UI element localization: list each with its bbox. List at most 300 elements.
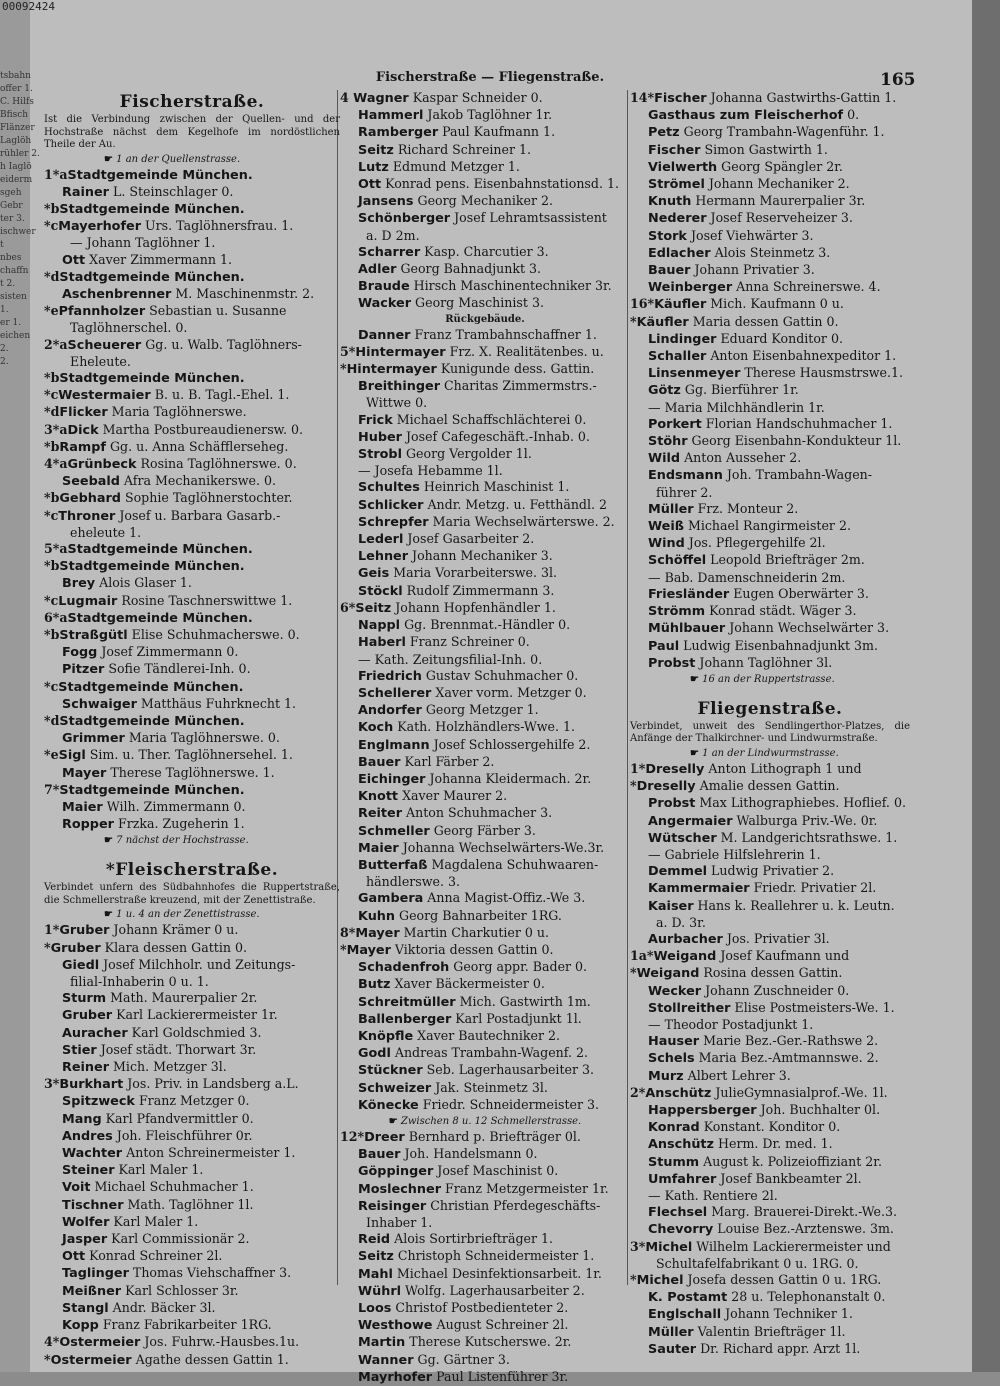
resident-details: M. Landgerichtsrathswe. 1. [716, 829, 898, 845]
resident-details: Mich. Metzger 3l. [109, 1059, 227, 1075]
resident-details: Dr. Richard appr. Arzt 1l. [696, 1340, 861, 1356]
resident-details: Alois Glaser 1. [95, 575, 192, 591]
directory-entry [630, 1119, 910, 1136]
resident-name: Dreer [364, 1129, 405, 1145]
directory-entry [44, 1283, 340, 1300]
resident-details: Xaver Bäckermeister 0. [390, 976, 545, 992]
resident-name: Scheuerer [67, 337, 142, 353]
directory-entry [340, 361, 630, 378]
resident-name: Hintermayer [355, 344, 446, 360]
resident-details: Josef Gasarbeiter 2. [403, 531, 535, 547]
directory-entry [340, 925, 630, 942]
directory-entry [340, 788, 630, 805]
resident-name: Stadtgemeinde München. [59, 714, 245, 729]
entry-continuation: eheleute 1. [70, 524, 142, 540]
corner-marker [44, 152, 340, 167]
directory-entry [630, 467, 910, 484]
resident-details: Franz Trambahnschaffner 1. [410, 326, 597, 342]
directory-entry [340, 857, 630, 874]
resident-name: Michel [645, 1239, 693, 1255]
resident-details: Jos. Pflegergehilfe 2l. [684, 535, 826, 551]
resident-name: Tischner [62, 1197, 124, 1213]
directory-entry [340, 1283, 630, 1300]
resident-name: Bauer [358, 1147, 401, 1163]
directory-entry [630, 124, 910, 141]
resident-details: Rosine Taschnerswittwe 1. [117, 592, 293, 608]
house-number: *d [44, 404, 60, 420]
resident-details: Gg. Brennmat.-Händler 0. [400, 617, 571, 633]
house-number: 5*a [44, 540, 68, 556]
resident-name: Pitzer [62, 662, 105, 678]
resident-details: Andr. Bäcker 3l. [108, 1299, 216, 1315]
resident-name: Ott [62, 1249, 86, 1265]
resident-name: Schreitmüller [358, 994, 456, 1010]
resident-details: Alois Steinmetz 3. [710, 244, 831, 260]
directory-entry [44, 1042, 340, 1059]
resident-details: Marie Bez.-Ger.-Rathswe 2. [699, 1033, 879, 1049]
resident-details: Heinrich Maschinist 1. [419, 479, 570, 495]
directory-entry [44, 490, 340, 507]
directory-entry [340, 244, 630, 261]
resident-name: Stöckl [358, 583, 403, 599]
entry-continuation: — Johann Taglöhner 1. [70, 235, 216, 251]
house-number: 12* [340, 1128, 365, 1144]
directory-entry [630, 382, 910, 399]
resident-name: Murz [648, 1068, 684, 1084]
resident-name: Happersberger [648, 1102, 757, 1118]
entry-continuation: führer 2. [656, 484, 713, 500]
directory-entry [340, 840, 630, 857]
street-description: Ist die Verbindung zwischen der Quellen- und der Hochstraße nächst dem Kegelhofe im nordöstlichen Theile der Au. [44, 114, 340, 150]
directory-entry [44, 1128, 340, 1145]
resident-name: Mang [62, 1111, 102, 1127]
resident-name: Adler [358, 262, 397, 278]
resident-name: Dreselly [645, 761, 705, 777]
resident-details: Josef u. Barbara Gasarb.- [115, 507, 281, 523]
resident-name: Anschütz [648, 1137, 715, 1153]
resident-name: Mühlbauer [648, 621, 726, 637]
resident-details: Karl Lackierermeister 1r. [112, 1007, 278, 1023]
directory-entry [44, 1007, 340, 1024]
resident-details: Maria Vorarbeiterswe. 3l. [389, 565, 558, 581]
resident-name: Haberl [358, 635, 406, 651]
resident-name: Frick [358, 412, 393, 428]
resident-name: Ramberger [358, 125, 439, 141]
resident-details: Georg Trambahn-Wagenführ. 1. [679, 124, 885, 140]
entry-continuation: filial-Inhaberin 0 u. 1. [70, 974, 209, 990]
resident-details: Therese Hausmstrswe.1. [740, 365, 904, 381]
directory-entry [630, 830, 910, 847]
pointing-hand-icon: ☛ [104, 909, 113, 921]
resident-details: Konrad Schreiner 2l. [85, 1248, 223, 1264]
resident-details: Simon Gastwirth 1. [700, 141, 828, 157]
directory-entry [44, 1076, 340, 1093]
resident-details: Anna Schreinerswe. 4. [732, 279, 881, 295]
directory-entry [340, 295, 630, 312]
resident-details: Georg Vergolder 1l. [401, 446, 532, 462]
resident-name: Gruber [50, 940, 101, 956]
directory-entry [44, 1162, 340, 1179]
resident-details: Johann Krämer 0 u. [109, 922, 239, 938]
resident-name: Schadenfroh [358, 960, 450, 976]
corner-marker [44, 907, 340, 922]
directory-entry [340, 446, 630, 463]
directory-entry [630, 279, 910, 296]
directory-entry [630, 90, 910, 107]
house-number: 14* [630, 90, 655, 105]
resident-details: Gg. Gärtner 3. [413, 1351, 510, 1367]
directory-entry [44, 940, 340, 957]
resident-name: Mayrhofer [358, 1369, 433, 1385]
house-number: * [630, 778, 637, 794]
directory-entry [44, 1179, 340, 1196]
directory-entry [44, 201, 340, 218]
directory-entry [340, 976, 630, 993]
resident-name: Ostermeier [50, 1352, 132, 1368]
resident-details: JulieGymnasialprof.-We. 1l. [711, 1084, 888, 1100]
directory-entry [44, 252, 340, 269]
directory-entry [340, 193, 630, 210]
resident-name: Käufler [654, 297, 707, 313]
directory-entry [340, 497, 630, 514]
resident-details: Gg. u. Anna Schäfflerseheg. [105, 438, 289, 454]
resident-name: Porkert [648, 416, 702, 432]
resident-name: Taglinger [62, 1266, 129, 1282]
resident-details: Xaver vorm. Metzger 0. [431, 684, 587, 700]
resident-details: Kasp. Charcutier 3. [420, 243, 549, 259]
resident-name: Probst [648, 796, 696, 812]
directory-entry [340, 278, 630, 295]
resident-details: Joh. Trambahn-Wagen- [722, 467, 873, 483]
house-number: *b [44, 558, 60, 574]
resident-name: Maier [358, 840, 399, 856]
resident-name: Endsmann [648, 468, 723, 484]
directory-entry [340, 994, 630, 1011]
resident-details: August k. Polizeioffiziant 2r. [699, 1153, 882, 1169]
resident-name: Vielwerth [648, 159, 718, 175]
directory-entry [44, 627, 340, 644]
resident-name: Wanner [358, 1352, 414, 1368]
resident-details: August Schreiner 2l. [432, 1317, 569, 1333]
directory-entry [44, 1145, 340, 1162]
directory-entry [630, 535, 910, 552]
resident-name: Flicker [59, 405, 108, 421]
resident-details: Christoph Schneidermeister 1. [393, 1248, 595, 1264]
resident-details: Therese Kutscherswe. 2r. [405, 1334, 572, 1350]
resident-details: Josef Bankbeamter 2l. [716, 1170, 862, 1186]
directory-entry [340, 1369, 630, 1386]
resident-details: Math. Maurerpalier 2r. [106, 990, 258, 1006]
directory-entry [340, 1317, 630, 1334]
house-number: 7* [44, 781, 60, 797]
resident-name: Giedl [62, 957, 100, 973]
directory-entry [630, 142, 910, 159]
resident-name: Kammermaier [648, 881, 750, 897]
resident-name: Ropper [62, 817, 114, 833]
resident-name: Knuth [648, 194, 692, 210]
directory-entry [630, 1306, 910, 1323]
resident-details: Georg Spängler 2r. [717, 158, 843, 174]
directory-entry [630, 1085, 910, 1102]
resident-details: Josef Kaufmann und [716, 948, 850, 964]
directory-entry [630, 365, 910, 382]
entry-continuation: — Bab. Damenschneiderin 2m. [648, 569, 846, 585]
resident-name: Lutz [358, 159, 389, 175]
resident-name: Stadtgemeinde München. [58, 679, 244, 695]
directory-entry [340, 1300, 630, 1317]
margin-fragment: nbes [0, 253, 22, 263]
directory-entry [44, 1111, 340, 1128]
resident-name: Loos [358, 1301, 392, 1317]
directory-entry [340, 1045, 630, 1062]
street-description: Verbindet, unweit des Sendlingerthor-Platzes, die Anfänge der Thalkirchner- und Lindwurmstraße. [630, 720, 910, 745]
column-3 [630, 90, 910, 1358]
resident-name: Butterfaß [358, 857, 428, 873]
entry-continuation: — Theodor Postadjunkt 1. [648, 1016, 814, 1032]
resident-details: Sofie Tändlerei-Inh. 0. [104, 661, 251, 677]
directory-entry [340, 617, 630, 634]
resident-details: Michael Schuhmacher 1. [90, 1179, 254, 1195]
resident-details: Andreas Trambahn-Wagenf. 2. [390, 1045, 589, 1061]
directory-entry [630, 1341, 910, 1358]
directory-entry [340, 1080, 630, 1097]
directory-entry [340, 479, 630, 496]
resident-details: Viktoria dessen Gattin 0. [390, 941, 554, 957]
resident-name: Friesländer [648, 586, 730, 602]
resident-name: Schönberger [358, 211, 451, 227]
scan-id: 00092424 [2, 0, 55, 13]
resident-name: Meißner [62, 1283, 122, 1299]
pointing-hand-icon: ☛ [104, 835, 113, 847]
directory-entry [340, 378, 630, 395]
directory-entry [44, 661, 340, 678]
resident-details: Franz Metzger 0. [134, 1093, 250, 1109]
resident-details: Christof Postbedienteter 2. [391, 1300, 569, 1316]
street-description: Verbindet unfern des Südbahnhofes die Ruppertstraße, die Schmellerstraße kreuzend, mit der Zenettistraße. [44, 882, 340, 906]
resident-details: Georg Färber 3. [429, 822, 536, 838]
resident-details: Jos. Fuhrw.-Hausbes.1u. [140, 1334, 300, 1350]
directory-entry [630, 501, 910, 518]
entry-continuation: Schultafelfabrikant 0 u. 1RG. 0. [656, 1255, 859, 1271]
directory-entry [630, 1171, 910, 1188]
margin-fragment: 2. [0, 344, 9, 354]
resident-details: Wilh. Zimmermann 0. [102, 799, 246, 815]
entry-continuation: Wittwe 0. [366, 395, 428, 411]
directory-entry [630, 931, 910, 948]
house-number: *b [44, 369, 60, 385]
corner-marker-text: 1 an der Lindwurmstrasse. [702, 747, 839, 759]
resident-name: Wild [648, 451, 681, 467]
pointing-hand-icon: ☛ [104, 153, 113, 165]
resident-details: Alois Sortirbriefträger 1. [390, 1231, 554, 1247]
house-number: *d [44, 268, 60, 284]
directory-entry [44, 370, 340, 387]
resident-details: Jakob Taglöhner 1r. [423, 107, 553, 123]
resident-details: Xaver Bautechniker 2. [413, 1027, 561, 1043]
directory-entry [44, 473, 340, 490]
resident-details: Paul Kaufmann 1. [438, 124, 556, 140]
resident-name: Schlicker [358, 497, 424, 513]
resident-name: Rainer [62, 184, 109, 200]
resident-details: Afra Mechanikerswe. 0. [119, 473, 276, 489]
resident-name: Bauer [648, 263, 691, 279]
resident-details: Michael Rangirmeister 2. [683, 518, 851, 534]
directory-entry [340, 1266, 630, 1283]
house-number: 16* [630, 296, 655, 312]
resident-details: Josef Viehwärter 3. [686, 227, 814, 243]
resident-details: Amalie dessen Gattin. [695, 778, 840, 794]
directory-entry [44, 1352, 340, 1369]
resident-name: Nederer [648, 211, 707, 227]
entry-continuation: — Gabriele Hilfslehrerin 1. [648, 846, 821, 862]
house-number: 4* [44, 1334, 60, 1350]
house-number: * [630, 1272, 637, 1287]
resident-details: Josef Reserveheizer 3. [706, 210, 853, 226]
corner-marker-text: 1 an der Quellenstrasse. [116, 153, 241, 165]
resident-details: Josef Cafegeschäft.-Inhab. 0. [401, 428, 590, 444]
resident-name: Mayer [355, 925, 400, 941]
house-number: *c [44, 218, 59, 234]
directory-entry [340, 823, 630, 840]
margin-fragment: rühler 2. [0, 149, 40, 159]
resident-name: Ballenberger [358, 1011, 452, 1027]
directory-entry [340, 210, 630, 227]
resident-name: Schrepfer [358, 514, 429, 530]
resident-details: Josef städt. Thorwart 3r. [96, 1041, 257, 1057]
directory-entry [44, 541, 340, 558]
resident-name: Steiner [62, 1163, 115, 1179]
resident-details: Walburga Priv.-We. 0r. [732, 812, 878, 828]
house-number: *b [44, 490, 60, 506]
directory-entry [630, 1050, 910, 1067]
resident-details: L. Steinschlager 0. [108, 183, 234, 199]
margin-fragment: ter 3. [0, 214, 25, 224]
resident-name: Brey [62, 576, 96, 592]
resident-details: Maria dessen Gattin 0. [688, 313, 839, 329]
house-number: *b [44, 200, 60, 216]
resident-name: Schultes [358, 480, 420, 496]
directory-entry [630, 638, 910, 655]
resident-name: Straßgütl [59, 627, 128, 643]
resident-details: Johann Zuschneider 0. [701, 982, 850, 998]
entry-continuation: — Maria Milchhändlerin 1r. [648, 399, 825, 415]
directory-entry [340, 327, 630, 344]
resident-name: Throner [58, 508, 116, 524]
directory-entry [340, 737, 630, 754]
directory-entry [340, 1334, 630, 1351]
resident-name: Mahl [358, 1266, 393, 1282]
house-number: 3* [44, 1076, 60, 1092]
resident-name: Stückner [358, 1063, 423, 1079]
resident-name: Stadtgemeinde München. [59, 559, 245, 575]
directory-entry [340, 908, 630, 925]
house-number: 5* [340, 343, 356, 359]
resident-name: Gasthaus zum Fleischerhof [648, 108, 844, 124]
directory-entry [340, 754, 630, 771]
directory-entry [630, 228, 910, 245]
resident-name: Weinberger [648, 280, 733, 296]
directory-entry [44, 456, 340, 473]
directory-entry [44, 1197, 340, 1214]
resident-name: Stollreither [648, 1000, 731, 1016]
directory-entry [340, 583, 630, 600]
resident-details: Louise Bez.-Arztenswe. 3m. [713, 1221, 894, 1237]
resident-details: Karl Commissionär 2. [107, 1231, 250, 1247]
resident-details: Max Lithographiebes. Hoflief. 0. [695, 795, 906, 811]
resident-details: Josef Maschinist 0. [433, 1163, 559, 1179]
resident-details: Karl Maler 1. [114, 1162, 204, 1178]
resident-name: Müller [648, 1324, 694, 1340]
resident-details: Maria Bez.-Amtmannswe. 2. [694, 1050, 879, 1066]
resident-name: Koch [358, 720, 394, 736]
resident-details: Hans k. Reallehrer u. k. Leutn. [693, 897, 895, 913]
resident-details: Math. Taglöhner 1l. [123, 1196, 254, 1212]
resident-name: Stadtgemeinde München. [67, 541, 253, 557]
resident-name: Kaiser [648, 898, 694, 914]
resident-details: Jak. Steinmetz 3l. [431, 1079, 548, 1095]
directory-entry [630, 1324, 910, 1341]
directory-entry [630, 331, 910, 348]
directory-entry [340, 1163, 630, 1180]
resident-details: Johann Wechselwärter 3. [725, 620, 890, 636]
street-title: Fliegenstraße. [697, 698, 843, 719]
resident-name: Stadtgemeinde München. [59, 782, 245, 798]
directory-entry [340, 1198, 630, 1215]
pointing-hand-icon: ☛ [388, 1115, 398, 1127]
house-number: *e [44, 747, 59, 763]
resident-details: Valentin Briefträger 1l. [693, 1323, 846, 1339]
resident-name: Göppinger [358, 1164, 434, 1180]
directory-entry [44, 957, 340, 974]
resident-name: Braude [358, 279, 410, 295]
directory-entry [44, 747, 340, 764]
resident-details: Georg Mechaniker 2. [413, 193, 553, 209]
directory-entry [340, 344, 630, 361]
directory-entry [340, 412, 630, 429]
directory-entry [630, 655, 910, 672]
margin-fragment: offer 1. [0, 84, 33, 94]
directory-entry [340, 124, 630, 141]
resident-name: Geis [358, 566, 390, 582]
resident-details: Richard Schreiner 1. [393, 141, 532, 157]
directory-entry [340, 634, 630, 651]
resident-details: Josef Zimmermann 0. [97, 644, 239, 660]
margin-fragment: t [0, 240, 4, 250]
resident-name: Petz [648, 125, 680, 141]
directory-entry [340, 514, 630, 531]
resident-name: Stangl [62, 1300, 109, 1316]
corner-marker-text: 7 nächst der Hochstrasse. [116, 835, 249, 847]
resident-details: Thomas Viehschaffner 3. [128, 1265, 292, 1281]
resident-name: Flechsel [648, 1205, 708, 1221]
directory-entry [44, 269, 340, 286]
resident-name: Huber [358, 429, 402, 445]
directory-entry [340, 565, 630, 582]
directory-entry [340, 90, 630, 107]
resident-details: Karl Maler 1. [109, 1213, 199, 1229]
resident-details: Konrad pens. Eisenbahnstationsd. 1. [381, 176, 619, 192]
resident-details: Kaspar Schneider 0. [408, 90, 543, 105]
resident-details: Maria Wechselwärterswe. 2. [428, 513, 615, 529]
resident-name: Moslechner [358, 1181, 442, 1197]
resident-name: Stadtgemeinde München. [59, 201, 245, 217]
resident-name: Sigl [58, 748, 86, 764]
resident-details: Franz Schreiner 0. [405, 634, 530, 650]
resident-name: Fischer [654, 91, 707, 106]
margin-fragment: Bfisch [0, 110, 29, 120]
house-number: 1a* [630, 948, 654, 964]
resident-name: Danner [358, 327, 411, 343]
